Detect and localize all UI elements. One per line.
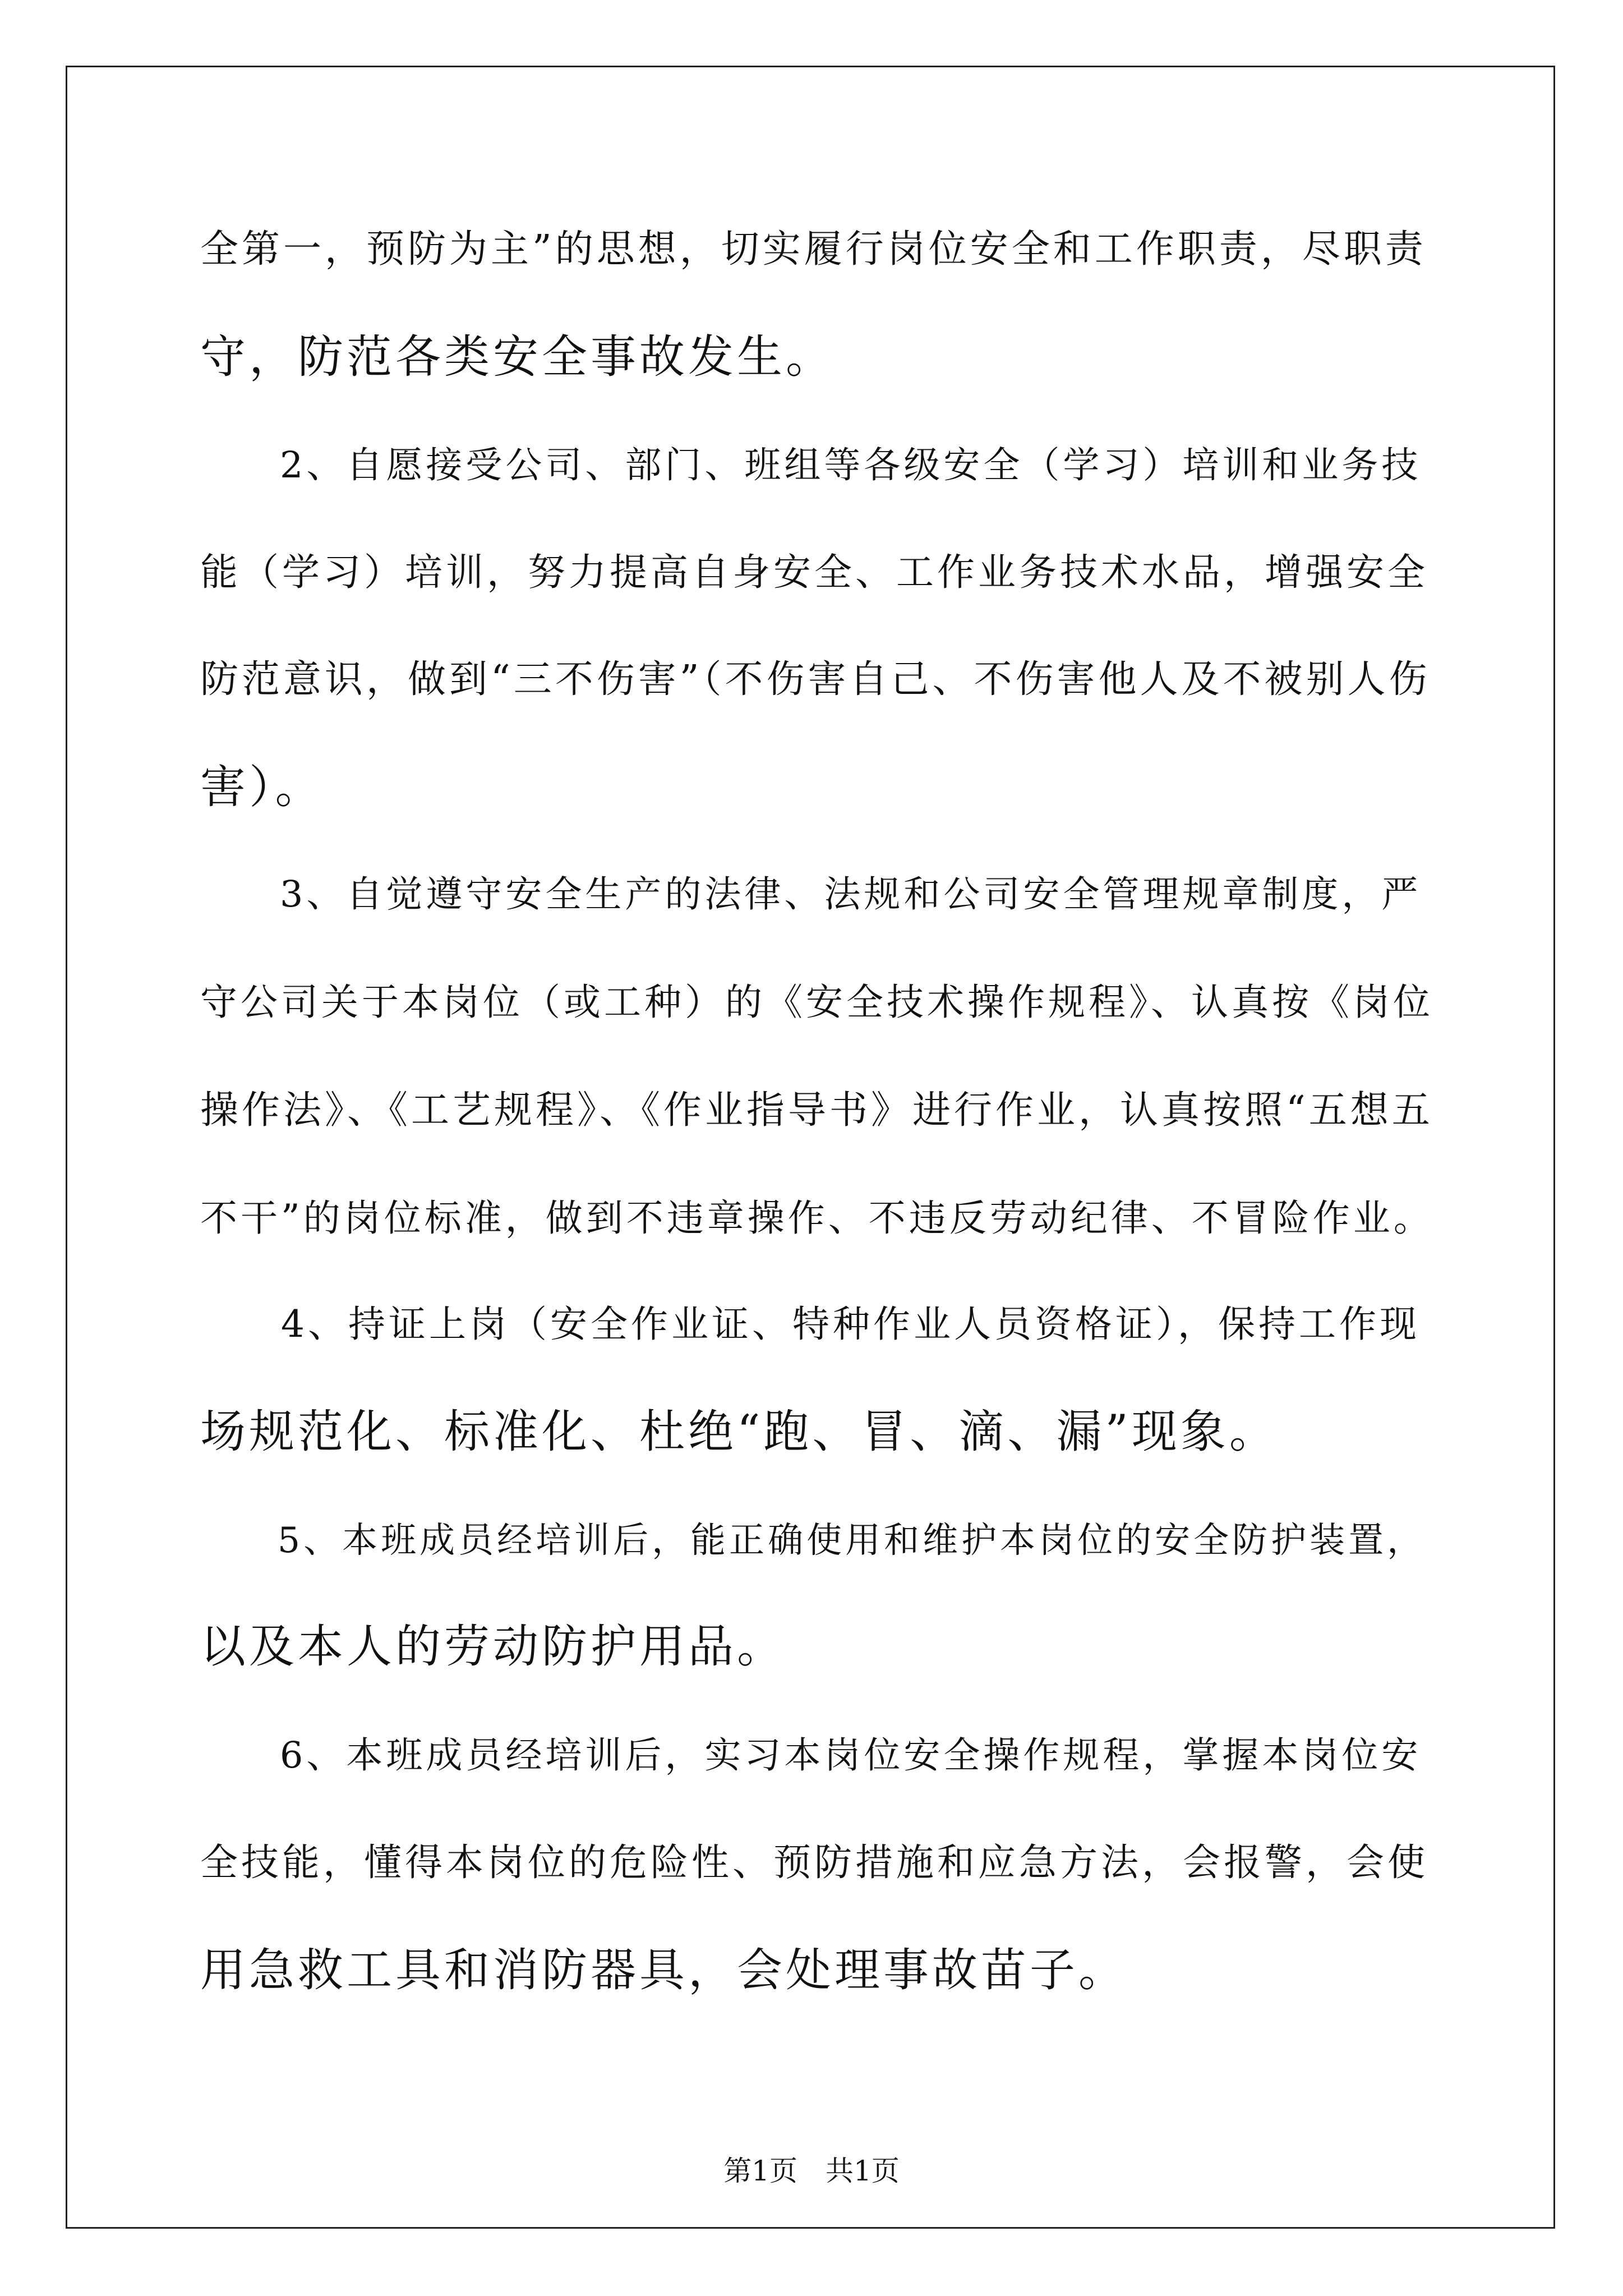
page-number: 第1页 共1页 [723, 2155, 900, 2187]
text-line: 防范意识，做到“三不伤害”（不伤害自己、不伤害他人及不被别人伤 [200, 657, 1431, 702]
text-line: 用急救工具和消防器具，会处理事故苗子。 [200, 1944, 1128, 1997]
text-line: 2、自愿接受公司、部门、班组等各级安全（学习）培训和业务技 [200, 444, 1422, 486]
text-line: 全技能，懂得本岗位的危险性、预防措施和应急方法，会报警，会使 [200, 1841, 1428, 1884]
text-line: 能（学习）培训，努力提高自身安全、工作业务技术水品，增强安全 [200, 550, 1428, 594]
text-line: 3、自觉遵守安全生产的法律、法规和公司安全管理规章制度，严 [200, 873, 1422, 915]
text-line: 不干”的岗位标准，做到不违章操作、不违反劳动纪律、不冒险作业。 [200, 1197, 1434, 1240]
text-line: 6、本班成员经培训后，实习本岗位安全操作规程，掌握本岗位安 [200, 1734, 1422, 1777]
text-line: 4、持证上岗（安全作业证、特种作业人员资格证），保持工作现 [200, 1303, 1420, 1346]
text-line: 守公司关于本岗位（或工种）的《安全技术操作规程》、认真按《岗位 [200, 981, 1433, 1024]
text-line: 以及本人的劳动防护用品。 [200, 1621, 786, 1673]
text-line: 场规范化、标准化、杜绝“跑、冒、滴、漏”现象。 [200, 1406, 1278, 1458]
text-line: 操作法》、《工艺规程》、《作业指导书》进行作业，认真按照“五想五 [200, 1088, 1433, 1133]
text-line: 全第一，预防为主”的思想，切实履行岗位安全和工作职责，尽职责 [200, 227, 1427, 272]
text-line: 守，防范各类安全事故发生。 [200, 331, 835, 384]
text-line: 5、本班成员经培训后，能正确使用和维护本岗位的安全防护装置， [200, 1520, 1426, 1561]
page-border [66, 66, 1555, 2229]
text-line: 害）。 [200, 761, 324, 814]
